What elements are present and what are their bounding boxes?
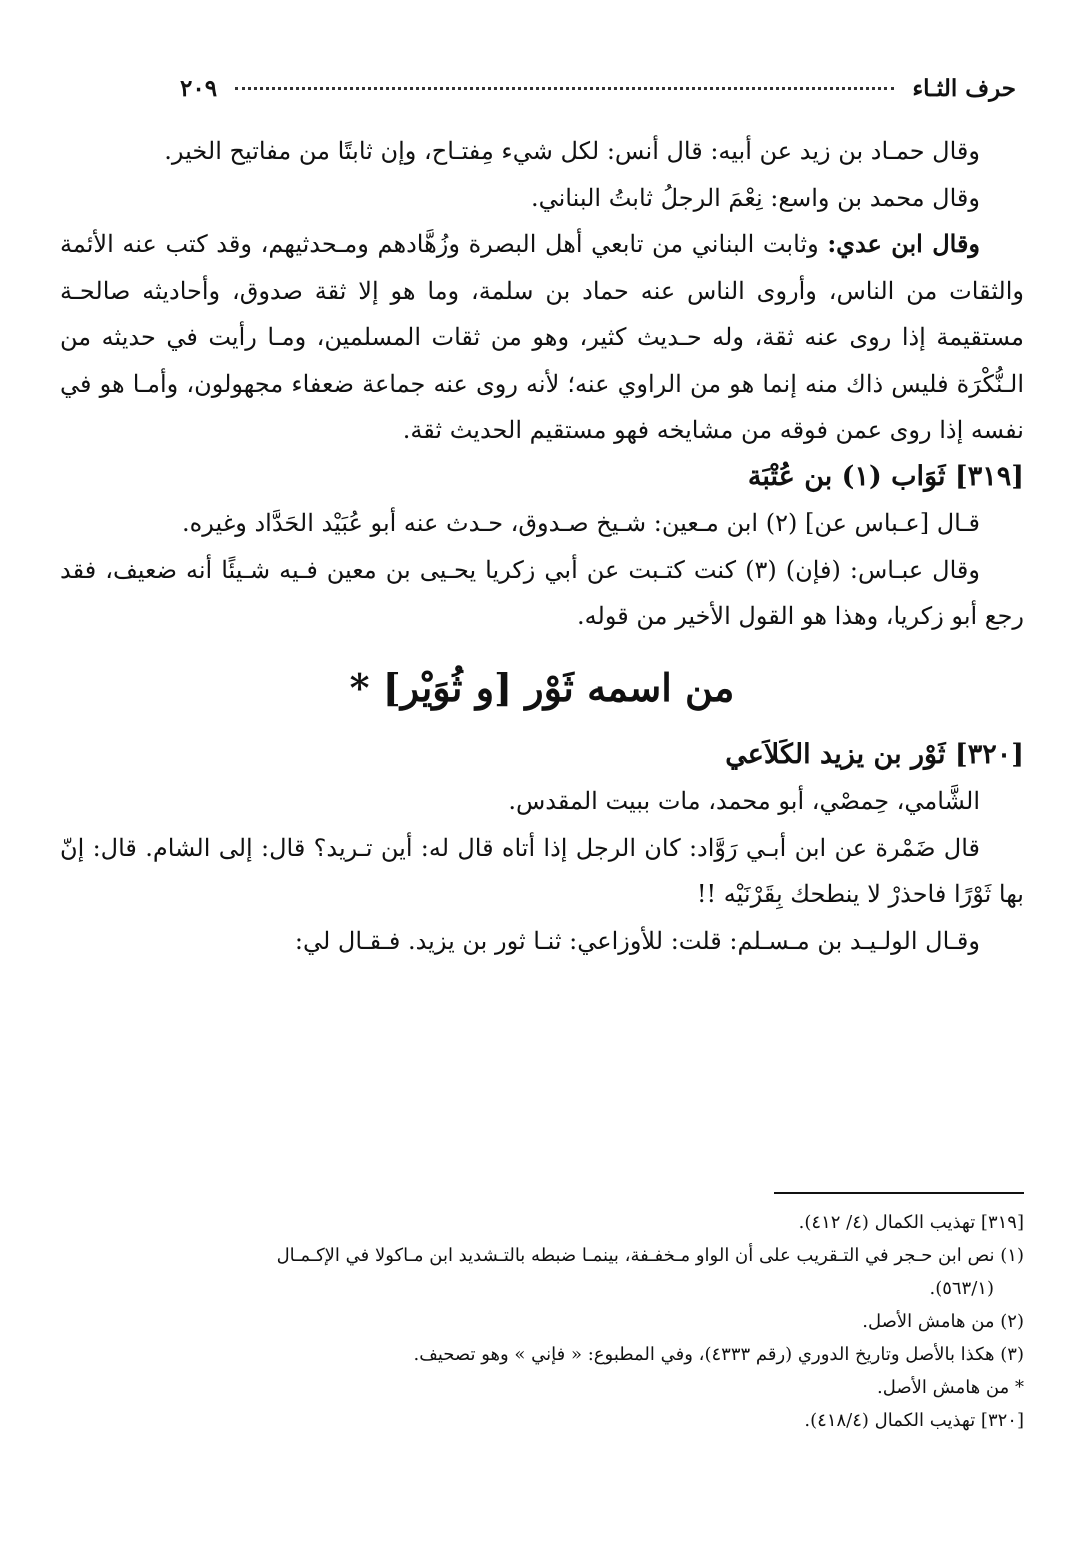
section-heading: من اسمه ثَوْر [و ثُوَيْر] * bbox=[349, 664, 735, 710]
paragraph: قال ضَمْرة عن ابن أبـي رَوَّاد: كان الرجل إذا أتاه قال له: أين تـريد؟ قال: إلى الشام. قال: إنّ بها ثَوْرًا فاحذرْ لا ينطحك بِقَرْنَيْه !! bbox=[60, 833, 1024, 908]
paragraph: وقال عبـاس: (فإن) (٣) كنت كتـبت عن أبي زكريا يحـيى بن معين فـيه شـيئًا أنه ضعيف، فقد رجع أبو زكريا، وهذا هو القول الأخير من قوله. bbox=[60, 555, 1024, 630]
footnotes bbox=[60, 1206, 1024, 1437]
paragraph bbox=[60, 221, 1024, 454]
paragraph: وقال محمد بن واسع: نِعْمَ الرجلُ ثابتُ البناني. bbox=[530, 183, 980, 212]
footnote: (٢) من هامش الأصل. bbox=[862, 1311, 1024, 1332]
paragraph: وقال حمـاد بن زيد عن أبيه: قال أنس: لكل شيء مِفتـاح، وإن ثابتًا من مفاتيح الخير. bbox=[164, 137, 980, 165]
speaker-lead: وقال ابن عدي: bbox=[827, 229, 980, 258]
paragraph: الشَّامي، حِمصْي، أبو محمد، مات ببيت المقدس. bbox=[508, 787, 980, 815]
footnote: [٣٢٠] تهذيب الكمال (٤١٨/٤). bbox=[804, 1410, 1024, 1431]
page-number: ٢٠٩ bbox=[180, 74, 218, 102]
paragraph: وقـال الولـيـد بن مـسـلم: قلت: للأوزاعي: ثنـا ثور بن يزيد. فـقـال لي: bbox=[294, 926, 980, 955]
header-dotted-rule bbox=[235, 87, 894, 90]
footnote: * من هامش الأصل. bbox=[877, 1377, 1024, 1398]
page-header bbox=[180, 70, 1016, 106]
footnote: [٣١٩] تهذيب الكمال (٤/ ٤١٢). bbox=[798, 1212, 1024, 1233]
footnote: (١) نص ابن حـجر في التـقريب على أن الواو مـخفـفة، بينمـا ضبطه بالتـشديد ابن مـاكولا في الإكـمـال bbox=[276, 1245, 1024, 1266]
entry-heading-320: [٣٢٠] ثَوْر بن يزيد الكَلاَعي bbox=[725, 738, 1024, 770]
footnote-continuation: (٥٦٣/١). bbox=[929, 1278, 994, 1299]
footnote: (٣) هكذا بالأصل وتاريخ الدوري (رقم ٤٣٣٣)، وفي المطبوع: « فإني » وهو تصحيف. bbox=[413, 1344, 1024, 1365]
running-title: حرف الثـاء bbox=[912, 74, 1016, 102]
entry-heading-319: [٣١٩] ثَوَاب (١) بن عُتْبَة bbox=[747, 460, 1024, 492]
main-text bbox=[60, 128, 1024, 964]
footnote-separator bbox=[774, 1192, 1024, 1194]
paragraph-text: وثابت البناني من تابعي أهل البصرة وزُهَّادهم ومـحدثيهم، وقد كتب عنه الأئمة والثقات من الناس، وأروى الناس عنه حماد بن سلمة، وما هو إلا ثقة صدوق، وأحاديثه صالحـة مستقيمة إذا روى عنه ثقة، وله حـديث كثير، وهو من ثقات المسلمين، ومـا رأيت في حديثه من الـنُّكْرَة فليس ذاك منه إنما هو من الراوي عنه؛ لأنه روى عنه جماعة ضعفاء مجهولون، وأمـا هو في نفسه إذا روى عمن فوقه من مشايخه فهو مستقيم الحديث ثقة. bbox=[60, 230, 1025, 444]
paragraph: قـال [عـباس عن] (٢) ابن مـعين: شـيخ صـدوق، حـدث عنه أبو عُبَيْد الحَدَّاد وغيره. bbox=[182, 509, 980, 537]
